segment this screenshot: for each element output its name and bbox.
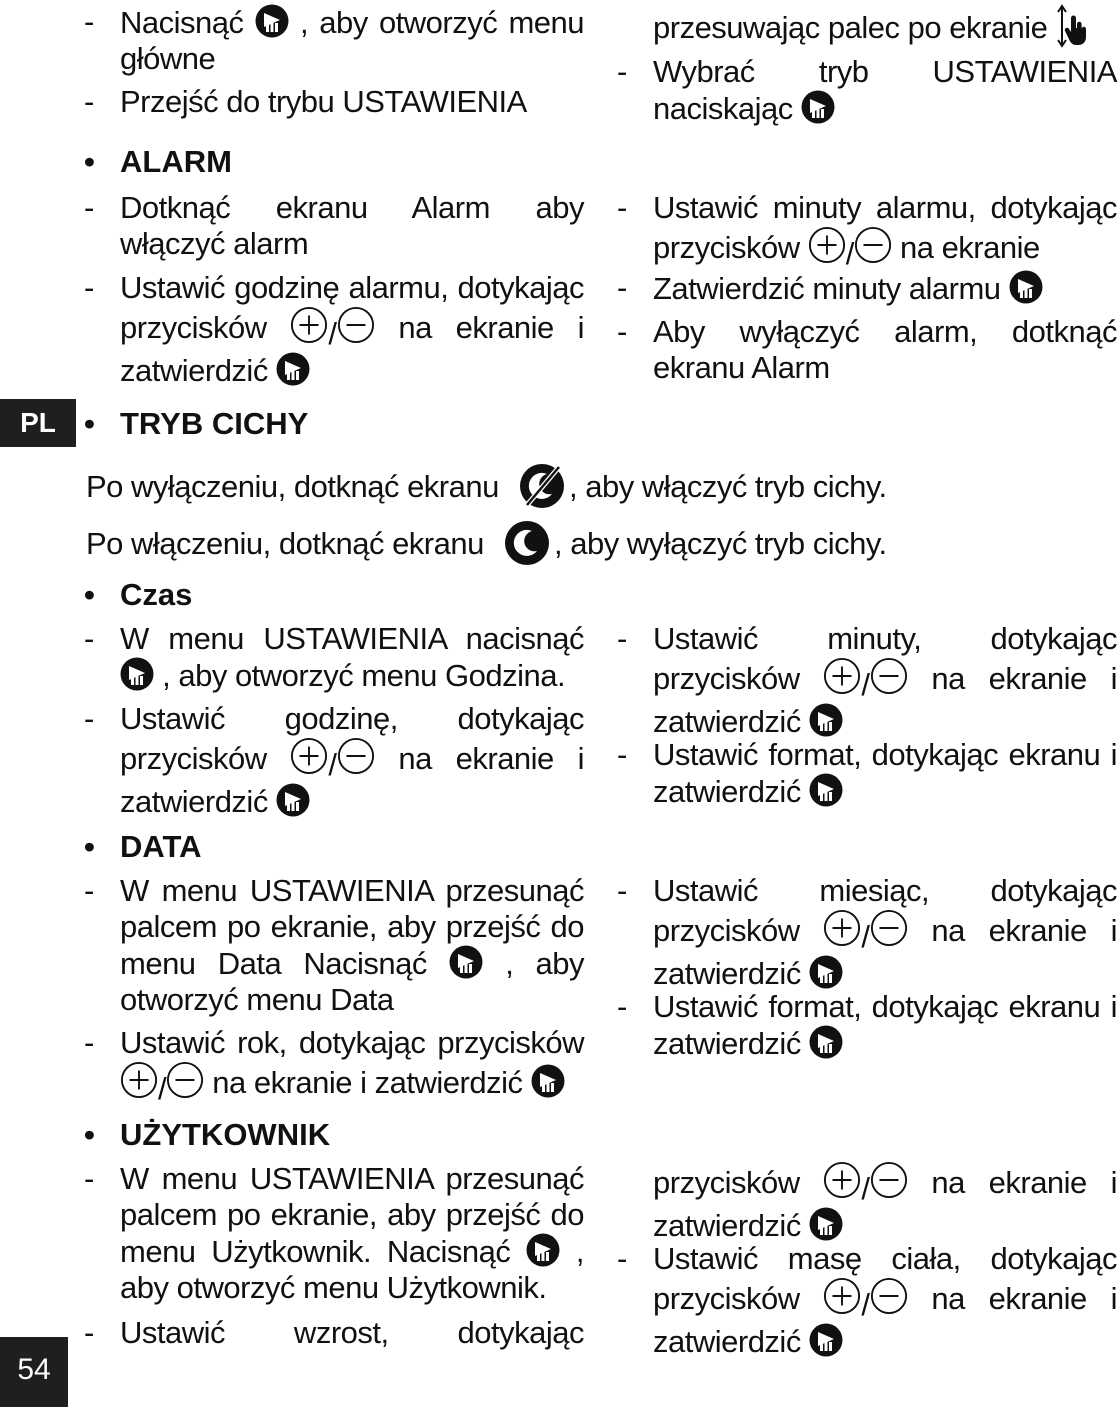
page-number: 54: [0, 1337, 68, 1407]
list-item: - W menu USTAWIENIA przesunąć palcem po ekranie, aby przejść do menu Data Nacisnąć , aby otworzyć menu Data: [84, 873, 584, 1017]
confirm-button-icon: [449, 945, 483, 979]
silent-line-2: Po włączeniu, dotknąć ekranu , aby wyłączyć tryb cichy.: [86, 520, 887, 566]
confirm-button-icon: [809, 703, 843, 737]
list-item: - Aby wyłączyć alarm, dotknąć ekranu Alarm: [617, 314, 1117, 385]
list-item: przycisków / na ekranie i zatwierdzić: [617, 1161, 1117, 1244]
plus-circle-icon: [808, 226, 846, 264]
swipe-vertical-icon: [1056, 4, 1090, 48]
minus-circle-icon: [870, 909, 908, 947]
list-item: - Ustawić miesiąc, dotykając przycisków / na ekranie i zatwierdzić: [617, 873, 1117, 991]
confirm-button-icon: [809, 773, 843, 807]
minus-circle-icon: [166, 1061, 204, 1099]
list-item: - Ustawić godzinę, dotykając przycisków / na ekranie i zatwierdzić: [84, 701, 584, 819]
plus-circle-icon: [290, 737, 328, 775]
minus-circle-icon: [870, 1161, 908, 1199]
list-item: - Ustawić format, dotykając ekranu i zatwierdzić: [617, 737, 1117, 809]
list-item: - Ustawić godzinę alarmu, dotykając przycisków / na ekranie i zatwierdzić: [84, 270, 584, 388]
confirm-button-icon: [255, 4, 289, 38]
list-item: - Ustawić masę ciała, dotykając przycisków / na ekranie i zatwierdzić: [617, 1241, 1117, 1359]
list-item: - Wybrać tryb USTAWIENIA naciskając: [617, 54, 1117, 126]
plus-circle-icon: [823, 1161, 861, 1199]
confirm-button-icon: [801, 90, 835, 124]
silent-line-1: Po wyłączeniu, dotknąć ekranu , aby włączyć tryb cichy.: [86, 463, 887, 509]
minus-circle-icon: [870, 657, 908, 695]
list-item: - Przejść do trybu USTAWIENIA: [84, 84, 527, 119]
minus-circle-icon: [337, 306, 375, 344]
section-heading-user: • UŻYTKOWNIK: [84, 1117, 331, 1152]
section-heading-silent: • TRYB CICHY: [84, 406, 309, 441]
confirm-button-icon: [276, 783, 310, 817]
confirm-button-icon: [531, 1064, 565, 1098]
confirm-button-icon: [120, 657, 154, 691]
list-item: - W menu USTAWIENIA przesunąć palcem po ekranie, aby przejść do menu Użytkownik. Nacisnąć , aby otworzyć menu Użytkownik.: [84, 1161, 584, 1305]
list-item: - Ustawić format, dotykając ekranu i zatwierdzić: [617, 989, 1117, 1061]
list-item: - W menu USTAWIENIA nacisnąć , aby otworzyć menu Godzina.: [84, 621, 584, 693]
list-item: - Nacisnąć , aby otworzyć menu główne: [84, 4, 584, 76]
minus-circle-icon: [870, 1277, 908, 1315]
list-item: - Dotknąć ekranu Alarm aby włączyć alarm: [84, 190, 584, 261]
moon-crossed-icon: [519, 463, 565, 509]
plus-circle-icon: [823, 1277, 861, 1315]
list-item: - Zatwierdzić minuty alarmu: [617, 270, 1117, 307]
list-item: - Ustawić minuty, dotykając przycisków / na ekranie i zatwierdzić: [617, 621, 1117, 739]
plus-circle-icon: [823, 909, 861, 947]
confirm-button-icon: [276, 352, 310, 386]
list-item: przesuwając palec po ekranie: [617, 4, 1117, 48]
plus-circle-icon: [290, 306, 328, 344]
section-heading-time: • Czas: [84, 577, 193, 612]
minus-circle-icon: [854, 226, 892, 264]
moon-icon: [504, 520, 550, 566]
plus-circle-icon: [823, 657, 861, 695]
list-item: - Ustawić minuty alarmu, dotykając przycisków / na ekranie: [617, 190, 1117, 271]
minus-circle-icon: [337, 737, 375, 775]
confirm-button-icon: [809, 1207, 843, 1241]
confirm-button-icon: [526, 1233, 560, 1267]
confirm-button-icon: [809, 1323, 843, 1357]
language-tab: PL: [0, 399, 76, 447]
list-item: - Ustawić wzrost, dotykając: [84, 1315, 584, 1350]
confirm-button-icon: [809, 955, 843, 989]
confirm-button-icon: [809, 1025, 843, 1059]
section-heading-alarm: • ALARM: [84, 144, 232, 179]
section-heading-date: • DATA: [84, 829, 202, 864]
plus-circle-icon: [120, 1061, 158, 1099]
confirm-button-icon: [1009, 270, 1043, 304]
list-item: - Ustawić rok, dotykając przycisków / na ekranie i zatwierdzić: [84, 1025, 584, 1106]
